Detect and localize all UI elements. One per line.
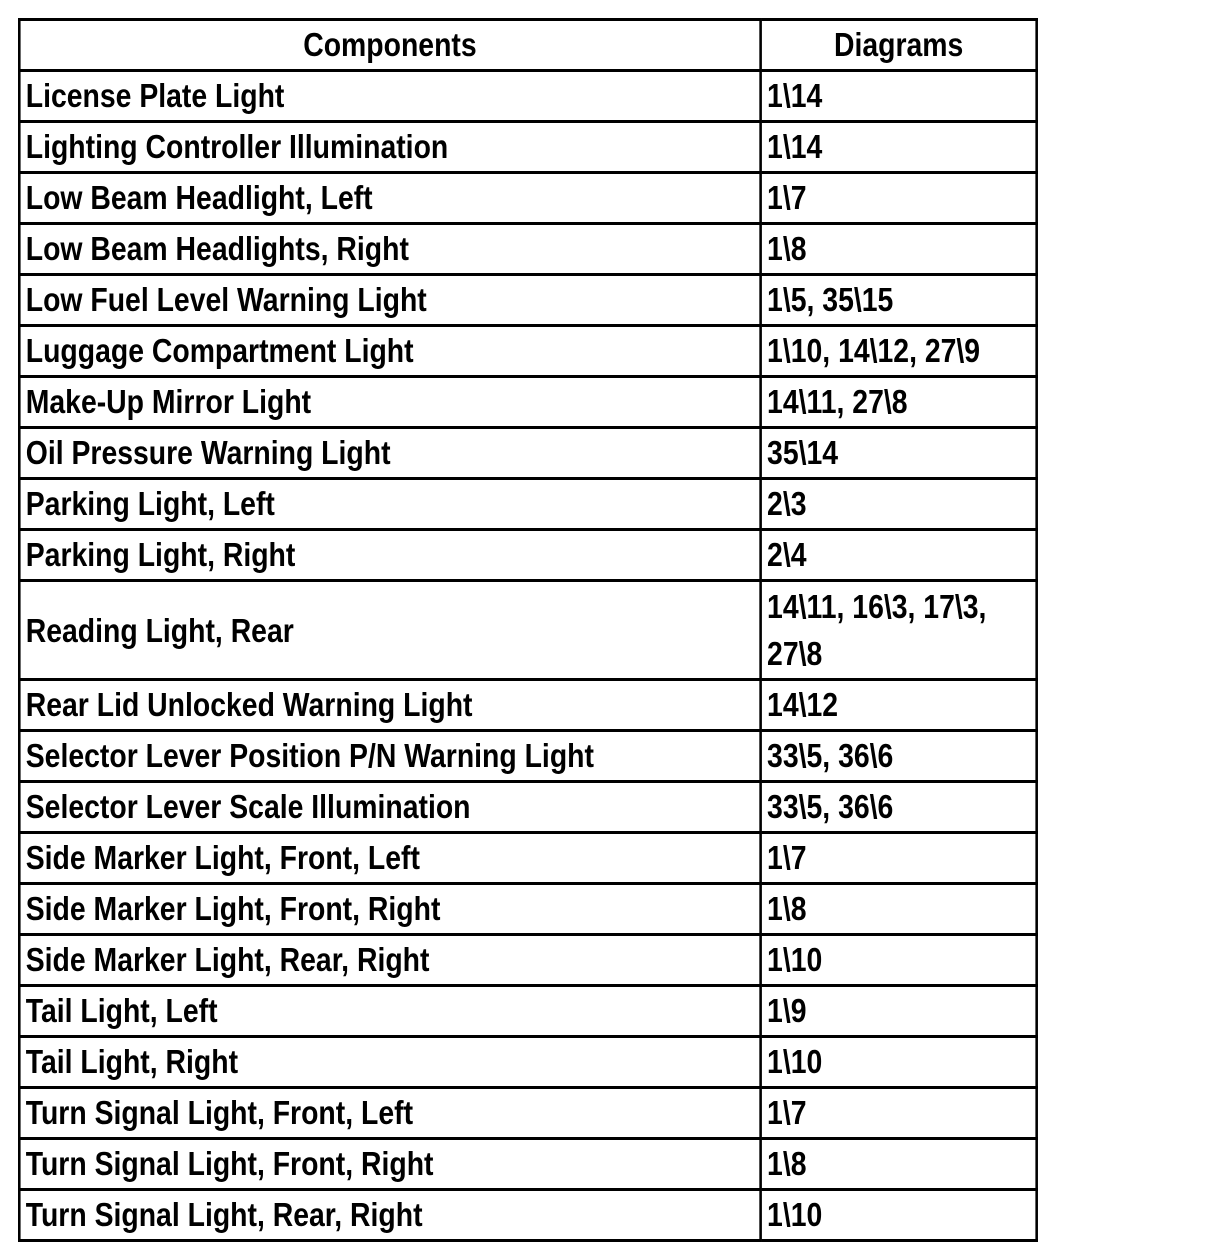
component-cell: Tail Light, Left <box>19 986 760 1037</box>
table-row <box>19 377 1036 428</box>
table-header <box>19 20 1036 71</box>
component-cell: Side Marker Light, Front, Right <box>19 884 760 935</box>
diagrams-cell: 2\4 <box>761 530 1037 581</box>
header-row <box>19 20 1036 71</box>
diagrams-cell: 1\8 <box>761 884 1037 935</box>
table-row <box>19 71 1036 122</box>
diagrams-cell: 33\5, 36\6 <box>761 782 1037 833</box>
component-cell: Luggage Compartment Light <box>19 326 760 377</box>
header-diagrams: Diagrams <box>761 20 1037 71</box>
component-cell: Lighting Controller Illumination <box>19 122 760 173</box>
diagrams-cell: 1\14 <box>761 122 1037 173</box>
diagrams-cell: 1\8 <box>761 1139 1037 1190</box>
component-cell: Side Marker Light, Front, Left <box>19 833 760 884</box>
table-row <box>19 731 1036 782</box>
table-row <box>19 173 1036 224</box>
component-cell: Turn Signal Light, Front, Right <box>19 1139 760 1190</box>
diagrams-cell: 1\14 <box>761 71 1037 122</box>
component-cell: Selector Lever Scale Illumination <box>19 782 760 833</box>
component-cell: Rear Lid Unlocked Warning Light <box>19 680 760 731</box>
table-body <box>19 71 1036 1241</box>
table-row <box>19 1139 1036 1190</box>
diagrams-cell: 1\5, 35\15 <box>761 275 1037 326</box>
component-cell: Make-Up Mirror Light <box>19 377 760 428</box>
diagrams-cell: 1\7 <box>761 173 1037 224</box>
component-cell: Tail Light, Right <box>19 1037 760 1088</box>
component-cell: Oil Pressure Warning Light <box>19 428 760 479</box>
diagrams-cell: 14\11, 27\8 <box>761 377 1037 428</box>
table-row <box>19 782 1036 833</box>
component-cell: Low Beam Headlights, Right <box>19 224 760 275</box>
diagrams-cell: 2\3 <box>761 479 1037 530</box>
table-row <box>19 884 1036 935</box>
table-row <box>19 479 1036 530</box>
diagrams-cell: 1\10, 14\12, 27\9 <box>761 326 1037 377</box>
diagrams-cell: 1\9 <box>761 986 1037 1037</box>
diagrams-cell: 35\14 <box>761 428 1037 479</box>
component-cell: License Plate Light <box>19 71 760 122</box>
diagrams-cell: 14\11, 16\3, 17\3, 27\8 <box>761 581 1037 680</box>
table-row <box>19 1037 1036 1088</box>
component-cell: Turn Signal Light, Rear, Right <box>19 1190 760 1241</box>
diagrams-cell: 1\7 <box>761 833 1037 884</box>
table-row <box>19 275 1036 326</box>
component-cell: Side Marker Light, Rear, Right <box>19 935 760 986</box>
table-row <box>19 428 1036 479</box>
diagrams-cell: 1\10 <box>761 1037 1037 1088</box>
diagrams-cell: 33\5, 36\6 <box>761 731 1037 782</box>
table-row <box>19 224 1036 275</box>
table-row <box>19 326 1036 377</box>
header-components: Components <box>19 20 760 71</box>
diagrams-cell: 14\12 <box>761 680 1037 731</box>
table-row <box>19 986 1036 1037</box>
diagrams-cell: 1\7 <box>761 1088 1037 1139</box>
component-cell: Parking Light, Left <box>19 479 760 530</box>
component-cell: Turn Signal Light, Front, Left <box>19 1088 760 1139</box>
component-cell: Low Beam Headlight, Left <box>19 173 760 224</box>
table-row <box>19 1190 1036 1241</box>
diagrams-cell: 1\10 <box>761 935 1037 986</box>
component-cell: Parking Light, Right <box>19 530 760 581</box>
component-cell: Reading Light, Rear <box>19 581 760 680</box>
table-row <box>19 1088 1036 1139</box>
table-row <box>19 530 1036 581</box>
table-row <box>19 935 1036 986</box>
diagrams-cell: 1\8 <box>761 224 1037 275</box>
components-table <box>18 18 1038 1242</box>
table-row <box>19 680 1036 731</box>
table-row <box>19 581 1036 680</box>
table-row <box>19 122 1036 173</box>
component-cell: Low Fuel Level Warning Light <box>19 275 760 326</box>
diagrams-cell: 1\10 <box>761 1190 1037 1241</box>
table-row <box>19 833 1036 884</box>
component-cell: Selector Lever Position P/N Warning Light <box>19 731 760 782</box>
